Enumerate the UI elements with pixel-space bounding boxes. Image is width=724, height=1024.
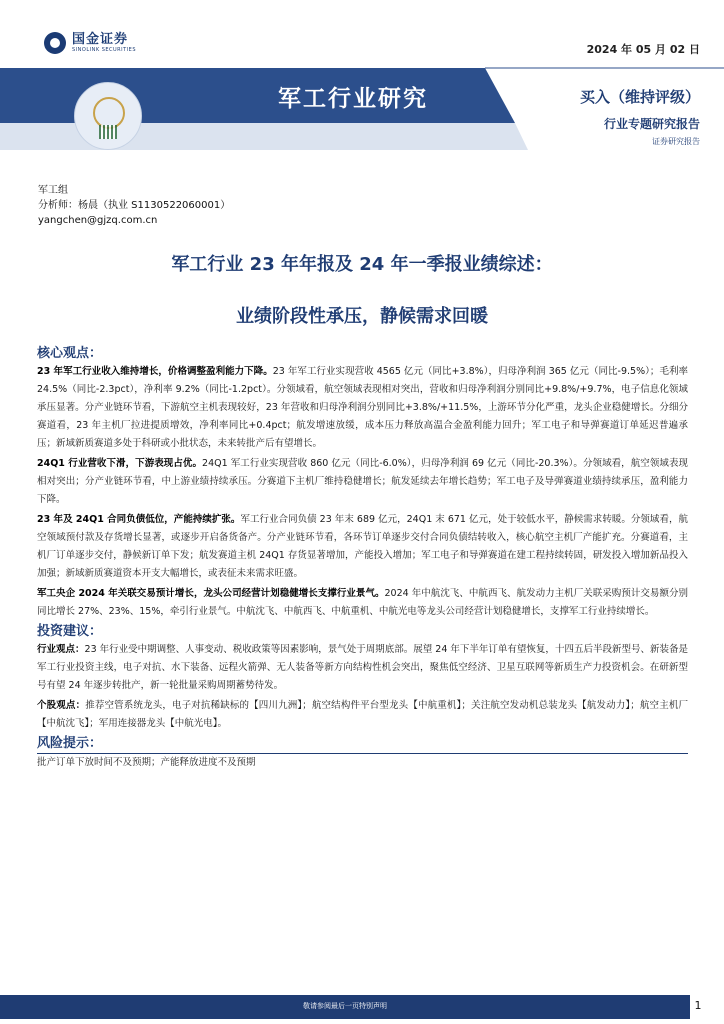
risk-heading: 风险提示：: [37, 736, 103, 751]
page-footer: [0, 995, 724, 1024]
core-p3-text: 军工行业合同负债 23 年末 689 亿元，24Q1 末 671 亿元，处于较低水平，静候需求转暖。分领域看，航空领域预付款及存货增长显著，或逐步开启备货备产。分产业链环节看，各环节订单逐步交付合同负债结转收入，核心航空主机厂产能扩充。分赛道看，主机厂订单逐步交付，静候新订单下发；航发赛道主机 24Q1 存货显著增加，产能投入增加；军工电子和导弹赛道在建工程持续转固，研发投入增加新品投入加强；新域新质赛道资本开支大幅增长，或表征未来需求旺盛。: [37, 514, 688, 579]
sector-title: 军工行业研究: [278, 86, 428, 112]
company-logo: [44, 32, 136, 54]
core-paragraph-4: [37, 585, 688, 621]
report-subtype: 证券研究报告: [652, 137, 700, 146]
advice-p2-lead: 个股观点：: [37, 700, 86, 711]
advice-paragraph-1: [37, 641, 688, 695]
report-body: [37, 345, 688, 774]
advice-p1-lead: 行业观点：: [37, 644, 85, 655]
logo-name-en: SINOLINK SECURITIES: [72, 46, 136, 53]
report-title-line1: 军工行业 23 年年报及 24 年一季报业绩综述：: [171, 254, 553, 275]
page-number: 1: [694, 999, 702, 1012]
advice-paragraph-2: [37, 697, 688, 733]
risk-text: 批产订单下放时间不及预期；产能释放进度不及预期: [37, 757, 256, 768]
analyst-group: 军工组: [38, 185, 68, 196]
investment-advice-heading: 投资建议：: [37, 624, 103, 639]
core-p3-lead: 23 年及 24Q1 合同负债低位，产能持续扩张。: [37, 514, 241, 525]
core-p1-lead: 23 年军工行业收入维持增长，价格调整盈利能力下降。: [37, 366, 273, 377]
report-type: 行业专题研究报告: [603, 117, 700, 131]
logo-name-cn: 国金证券: [72, 31, 129, 47]
core-paragraph-2: [37, 455, 688, 509]
advice-p2-text: 推荐空管系统龙头，电子对抗稀缺标的【四川九洲】；航空结构件平台型龙头【中航重机】；关注航空发动机总装龙头【航发动力】；航空主机厂【中航沈飞】；军用连接器龙头【中航光电】。: [37, 700, 688, 729]
analyst-name: 分析师：杨晨（执业 S1130522060001）: [38, 200, 231, 211]
qr-code-icon: [99, 125, 117, 139]
core-p4-text: 2024 年中航沈飞、中航西飞、航发动力主机厂关联采购预计交易额分别同比增长 27%、23%、15%，牵引行业景气。中航沈飞、中航西飞、中航重机、中航光电等龙头公司经营计划稳健增长，支撑军工行业持续增长。: [37, 588, 688, 617]
core-paragraph-3: [37, 511, 688, 583]
report-date: 2024 年 05 月 02 日: [586, 43, 700, 56]
core-p4-lead: 军工央企 2024 年关联交易预计增长，龙头公司经营计划稳健增长支撑行业景气。: [37, 588, 385, 599]
analyst-email[interactable]: yangchen@gjzq.com.cn: [38, 215, 158, 226]
brand-seal-icon: [74, 82, 142, 150]
analyst-info: [38, 183, 230, 228]
footer-disclaimer: 敬请参阅最后一页特别声明: [303, 1002, 387, 1010]
core-p2-lead: 24Q1 行业营收下滑，下游表现占优。: [37, 458, 203, 469]
core-views-heading: 核心观点：: [37, 346, 103, 361]
core-p1-text: 23 年军工行业实现营收 4565 亿元（同比+3.8%），归母净利润 365 亿元（同比-9.5%）；毛利率 24.5%（同比-2.3pct），净利率 9.2%（同比-1.2pct）。分领域看，航空领域表现相对突出，营收和归母净利润分别同比+9.8%/+9.7%，电子信息化领域承压显著。分产业链环节看，下游航空主机表现较好，23 年营收和归母净利润分别同比+3.8%/+11.5%，上游环节分化严重，龙头企业稳健增长。分细分赛道看，23 年主机厂拉进提质增效，净利率同比+0.4pct；航发增速放缓，成本压力释放高温合金盈利能力回升；军工电子和导弹赛道订单延迟普遍承压；新域新质赛道多处于科研或小批状态，未来转批产后有望增长。: [37, 366, 689, 449]
core-p2-text: 24Q1 军工行业实现营收 860 亿元（同比-6.0%），归母净利润 69 亿元（同比-20.3%）。分领域看，航空领域表现相对突出；分产业链环节看，中上游业绩持续承压。分赛道下主机厂维持稳健增长；航发延续去年增长趋势；军工电子及导弹赛道业绩持续承压，盈利能力下降。: [37, 458, 688, 505]
core-paragraph-1: [37, 363, 688, 453]
rating-label: 买入（维持评级）: [579, 88, 700, 106]
logo-icon: [44, 32, 66, 54]
advice-p1-text: 23 年行业受中期调整、人事变动、税收政策等因素影响，景气处于周期底部。展望 24 年下半年订单有望恢复，十四五后半段新型号、新装备是军工行业投资主线，电子对抗、水下装备、远程火箭弹、无人装备等新方向结构性机会突出，聚焦低空经济、卫星互联网等新质生产力投资机会。在研新型号有望 24 年逐步转批产，新一轮批量采购周期蓄势待发。: [37, 644, 688, 691]
report-title-line2: 业绩阶段性承压，静候需求回暖: [236, 306, 488, 327]
report-header: [0, 0, 724, 150]
